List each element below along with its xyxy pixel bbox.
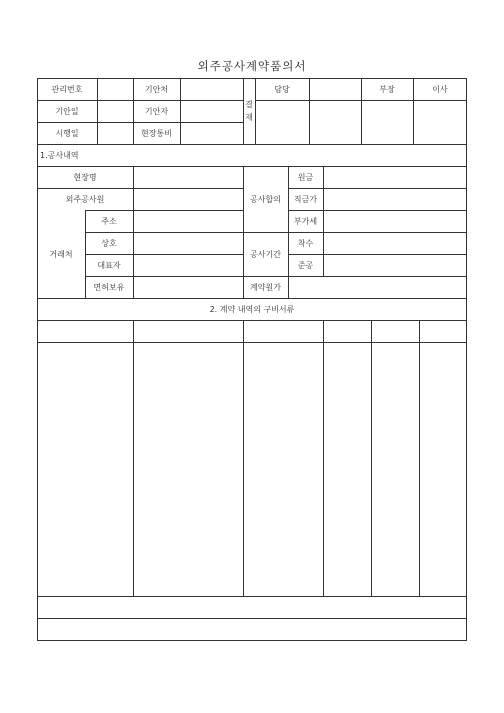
vendor-label: 거래처: [49, 249, 73, 259]
mgmt-no-label: 관리번호: [51, 84, 83, 94]
approval-form: [37, 78, 467, 641]
contract-price-label: 계약원가: [250, 282, 281, 292]
s2-col: [371, 320, 372, 596]
border-bottom: [37, 640, 467, 641]
address-label: 주소: [101, 216, 117, 226]
s1-col: [133, 210, 134, 298]
s2-line: [37, 320, 467, 321]
approval-label: [243, 78, 255, 144]
period-label: 공사기간: [250, 249, 281, 259]
vat-label: 부가세: [293, 216, 318, 226]
approval-char-2: 재: [245, 113, 253, 122]
s2-line: [37, 596, 467, 597]
s2-col: [323, 320, 324, 596]
enforce-date-label: 시행일: [55, 128, 79, 138]
principal-label: 원금: [297, 172, 314, 182]
s1-col: [133, 166, 134, 210]
hdr-col-line: [180, 78, 181, 144]
drafter-label: 기안처: [144, 84, 169, 94]
s1-col: [323, 166, 324, 276]
hdr-col-line: [309, 78, 310, 144]
site-notice-label: 현장통비: [141, 128, 172, 138]
s2-line: [37, 618, 467, 619]
section1-heading: 1.공사내역: [40, 150, 79, 160]
direct-cost-label: 직금가: [293, 194, 318, 204]
s2-col: [243, 320, 244, 596]
subcontract-name-label: 외주공사원: [65, 194, 105, 204]
approver-director: 이사: [432, 84, 448, 94]
document-title: 외주공사계약품의서: [197, 59, 307, 73]
draft-date-label: 기안일: [55, 106, 79, 116]
license-label: 면허보유: [93, 282, 125, 292]
site-name-label: 현장명: [73, 172, 97, 182]
s2-line: [37, 342, 467, 343]
drafter2-label: 기안자: [144, 106, 169, 116]
approval-char-1: 결: [245, 100, 253, 109]
company-label: 상호: [101, 238, 117, 248]
completion-label: 준공: [297, 260, 314, 270]
approver-staff: 담당: [274, 84, 290, 94]
ceo-label: 대표자: [97, 260, 121, 270]
contract-amount-label: 공사합의: [250, 194, 281, 204]
s2-col: [133, 320, 134, 596]
approver-manager: 부장: [379, 84, 395, 94]
section2-heading: 2. 계약 내역의 구비서류: [209, 304, 295, 314]
s2-col: [419, 320, 420, 596]
hdr-col-line: [97, 78, 98, 144]
start-label: 착수: [297, 238, 314, 248]
